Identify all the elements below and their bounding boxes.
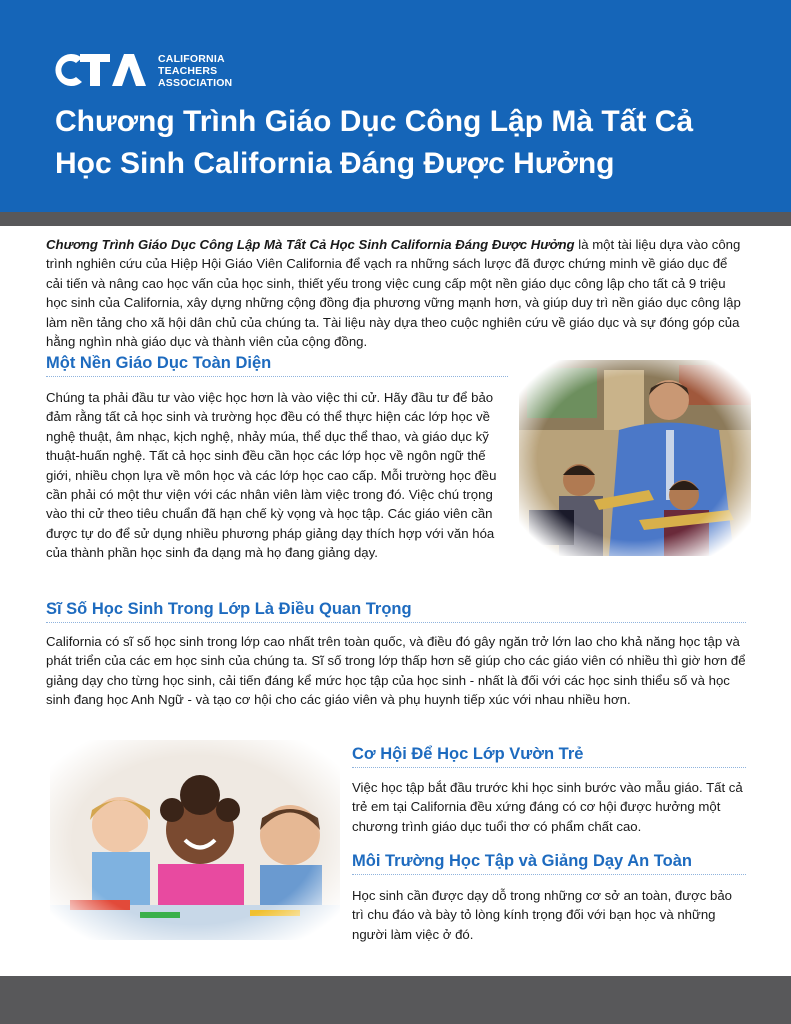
logo-wordmark	[158, 53, 232, 89]
teacher-music-class-photo	[519, 360, 751, 556]
section-body-comprehensive-education: Chúng ta phải đầu tư vào việc học hơn là vào việc thi cử. Hãy đầu tư để bảo đảm rằng tất cả học sinh và trường học đều có thể thực hiện các lớp học về nghệ thuật, âm nhạc, kịch nghệ, nhảy múa, thể dục thể thao, và giáo dục kỹ thuật-huấn nghệ. Tất cả học sinh đều cần học các lớp học về ngôn ngữ thế giới, nhiều chọn lựa về môn học và các lớp học cao cấp. Mỗi trường học đều cần phải có một thư viện với các nhân viên làm việc trong đó. Việc chú trọng vào thi cử theo tiêu chuẩn đã hạn chế kỳ vọng và học tập. Các giáo viên cần được tự do để sử dụng nhiều phương pháp giảng dạy thích hợp với văn hóa của thành phần học sinh đa dạng mà họ đang giảng dạy.	[46, 390, 497, 561]
cta-logo	[52, 50, 252, 94]
section-heading-preschool: Cơ Hội Để Học Lớp Vườn Trẻ	[352, 744, 746, 768]
intro-lead-title: Chương Trình Giáo Dục Công Lập Mà Tất Cả Học Sinh California Đáng Được Hưởng	[46, 237, 575, 252]
section-body-safe-environment: Học sinh cần được dạy dỗ trong những cơ sở an toàn, được bảo trì chu đáo và bày tỏ lòng kính trọng đối với bạn học và những người làm việc ở đó.	[352, 888, 732, 942]
intro-paragraph	[46, 235, 746, 351]
logo-line: ASSOCIATION	[158, 77, 233, 89]
page-title-line: Học Sinh California Đáng Được Hưởng	[55, 147, 615, 180]
header-divider-band	[0, 212, 791, 226]
page-title-line: Chương Trình Giáo Dục Công Lập Mà Tất Cả	[55, 105, 694, 138]
section-heading-class-size: Sĩ Số Học Sinh Trong Lớp Là Điều Quan Trọng	[46, 599, 746, 623]
logo-line: TEACHERS	[158, 65, 218, 77]
section-heading-comprehensive-education: Một Nền Giáo Dục Toàn Diện	[46, 353, 508, 377]
section-heading-safe-environment: Môi Trường Học Tập và Giảng Dạy An Toàn	[352, 851, 746, 875]
photo-illustration	[519, 360, 751, 556]
section-body-class-size: California có sĩ số học sinh trong lớp cao nhất trên toàn quốc, và điều đó gây ngăn trở lớn lao cho khả năng học tập và phát triển của các em học sinh của chúng ta. Sĩ số trong lớp thấp hơn sẽ giúp cho các giáo viên có nhiều thì giờ hơn để giảng dạy cho từng học sinh, cải tiến đáng kể mức học tập của học sinh - nhất là đối với các học sinh thiểu số và học sinh đang học Anh Ngữ - và tạo cơ hội cho các giáo viên và phụ huynh tiếp xúc với nhau nhiều hơn.	[46, 634, 746, 708]
logo-line: CALIFORNIA	[158, 53, 225, 65]
intro-body: là một tài liệu dựa vào công trình nghiên cứu của Hiệp Hội Giáo Viên California để vạch ra những sách lược đã được chứng minh về giáo dục để cải tiến và nâng cao học vấn của học sinh, thiết yếu trong việc cung cấp một nền giáo dục công lập cho tất cả 9 triệu học sinh của California, xây dựng những cộng đồng địa phương vững mạnh hơn, và giúp duy trì nền giáo dục công lập làm nền tảng cho xã hội dân chủ của chúng ta. Tài liệu này dựa theo cuộc nghiên cứu về giáo dục và sự đóng góp của hằng nghìn nhà giáo dục và thành viên của cộng đồng.	[46, 237, 741, 350]
section-body-preschool: Việc học tập bắt đầu trước khi học sinh bước vào mẫu giáo. Tất cả trẻ em tại California đều xứng đáng có cơ hội được hưởng một chương trình giáo dục tuổi thơ có phẩm chất cao.	[352, 780, 743, 834]
page-header	[0, 0, 791, 212]
footer-band	[0, 976, 791, 1024]
photo-illustration	[50, 740, 340, 940]
cta-logo-icon	[52, 50, 148, 90]
page-title	[55, 101, 775, 185]
kindergarten-children-photo	[50, 740, 340, 940]
